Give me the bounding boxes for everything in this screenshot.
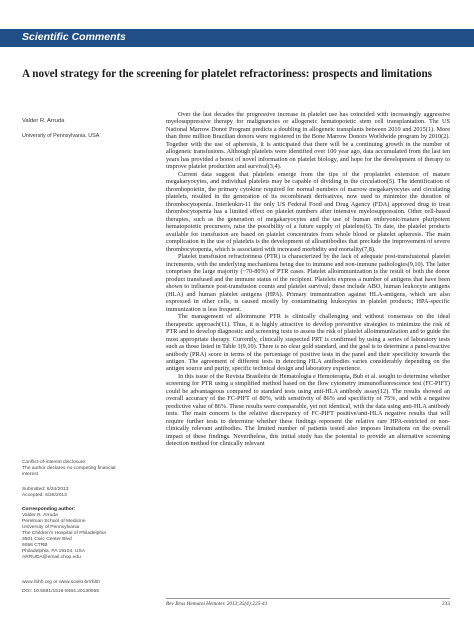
submitted-date: Submitted: 6/24/2013	[22, 487, 69, 492]
correspondence-email[interactable]: ARRUDA@email.chop.edu	[22, 555, 81, 560]
body-paragraph: The management of alloimmune PTR is clinically challenging and without consensus on the ideal therapeutic approach(11). Thus, it is highly attractive to develop preventive strategies to minimize the risk of PTR and to develop diagnostic and screening tests to assess the risk of platelet alloimmunization and to guide the most appropriate therapy. Currently, clinically suspected PRT is confirmed by using a series of laboratory tests such as those listed in Table 1(9,10). There is no clear gold standard, and the goal is to determine a panel-reactive antibody (PRA) score in terms of the percentage of positive tests in the panel and their specificity towards the antigen. The agreement of different tests in detecting HLA antibodies varies considerably depending on the antigen source and purity, specific technical design and laboratory experience.	[166, 313, 450, 373]
correspondence-line: 5056 CTRB	[22, 543, 48, 548]
author-affiliation: University of Pennsylvania, USA	[22, 133, 100, 139]
author-block	[22, 118, 147, 140]
page-number: 233	[442, 601, 450, 607]
correspondence-line: University of Pennsylvania	[22, 525, 80, 530]
correspondence-line: Perelman School of Medicine	[22, 519, 86, 524]
correspondence-line: The Children's Hospital of Philadelphia	[22, 531, 106, 536]
conflict-disclosure	[22, 460, 147, 478]
correspondence-line: Philadelphia, PA 19104, USA	[22, 549, 85, 554]
accepted-date: Accepted: 6/28/2013	[22, 493, 67, 498]
article-dates	[22, 487, 147, 499]
body-paragraph: Platelet transfusion refractoriness (PTR) is characterized by the lack of adequate post-transfusional platelet increments, with the underlying mechanisms being due to immune and non-immune pathologies(9,10). The latter comprises the large majority (~70-80%) of PTR cases. Platelet alloimmunization is the result of both the donor product transfused and the immune status of the recipient. Platelets express a number of antigens that have been shown to influence post-transfusion counts and platelet survival; these include ABO, human leukocyte antigens (HLA) and human platelet antigens (HPA). Primary immunization against HLA-antigens, which are also expressed in other cells, is caused mostly by contaminating leukocytes in platelet products; HPA-specific immunization is less frequent.	[166, 253, 450, 313]
correspondence-line: Valder R. Arruda	[22, 513, 58, 518]
section-label: Scientific Comments	[22, 31, 126, 43]
section-banner	[0, 29, 474, 47]
footer-divider	[166, 598, 450, 599]
body-paragraph: Current data suggest that platelets emerge from the tips of the proplatelet extension of mature megakaryocytes, and individual platelets may be capable of dividing in the circulation(5). The identification of thrombopoietin, the primary cytokine required for normal numbers of marrow megakaryocytes and circulating platelets, resulted in the generation of its recombinant derivatives, now used to minimize the duration of thrombocytopenia. Interleukin-11 the only US Federal Food and Drug Agency (FDA) approved drug to treat thrombocytopenia has a limited effect on platelet numbers after intensive myelosuppression. Other cell-based therapies, such as the generation of megakaryocytes and the use of human embryonic/mature pluripotent hematopoietic precursors, raise the possibility of a future supply of platelets(6). To date, the platelet products available for transfusion are based on platelet concentrates from whole blood or platelet apheresis. The main complication in the use of platelets is the development of alloantibodies that preclude the improvement of severe thrombocytopenia, which is associated with increased morbidity and mortality(7,8).	[166, 170, 450, 253]
journal-website-link[interactable]: www.rbhh.org or www.scielo.br/rbhh	[22, 580, 101, 585]
conflict-line: interest	[22, 472, 39, 477]
article-body	[166, 111, 450, 598]
article-title: A novel strategy for the screening for platelet refractoriness: prospects and limitations	[22, 68, 433, 80]
doi-link[interactable]: DOI: 10.5581/1516-8484.20130065	[22, 589, 99, 594]
correspondence-block	[22, 507, 147, 561]
body-paragraph: In this issue of the Revista Brasileira de Hematologia e Hemoterapia, Bub et al. sought to determine whether screening for PTR using a simplified method based on the flow cytometry immunofluorescence test (FC-PIFT) could be advantageous compared to standard tests using anti-HLA antibody assay(12). The results showed an overall accuracy of the FC-PIFT of 80%, with sensitivity of 86% and specificity of 75%, and with a negative predictive value of 86%. These results were comparable, yet not identical, with the data using anti-HLA antibody tests. The main concern is the relative discrepancy of FC-PIFT positive/anti-HLA negative results that will require further tests to determine whether these findings represent the relative rare HPA-restricted or non-clinically relevant antibodies. The limited number of patients tested also imposes limitations on the overall impact of these findings. Nevertheless, this initial study has the potential to provide an alternative screening detection method for clinically relevant	[166, 372, 450, 448]
footer-citation: Rev Bras Hematol Hemoter. 2013;35(4):225-41	[166, 601, 268, 607]
conflict-heading: Conflict-of-interest disclosure:	[22, 460, 87, 465]
correspondence-line: 3501 Civic Center Blvd	[22, 537, 72, 542]
conflict-line: The author declares no competing financial	[22, 466, 116, 471]
article-links	[22, 580, 147, 595]
correspondence-heading: Corresponding author:	[22, 507, 76, 512]
author-name: Valder R. Arruda	[22, 118, 65, 124]
body-paragraph: Over the last decades the progressive increase in platelet use has coincided with increasingly aggressive myelosuppressive therapy for malignancies or allogeneic hematopoietic stem cell transplantation. The US National Marrow Donor Program predicts a doubling in allogeneic transplants between 2010 and 2015(1). More than three million Brazilian donors were registered in the Bone Marrow Donors Worldwide program by 2010(2). Together with the use of apheresis, it is anticipated that there will be a continuing growth in the number of allogeneic transfusions. Although platelets were identified over 100 year ago, data accumulated from the last ten years has provided a boost of novel information on platelet biology, and hope for the development of therapy to improve platelet production and survival(3,4).	[166, 111, 450, 171]
